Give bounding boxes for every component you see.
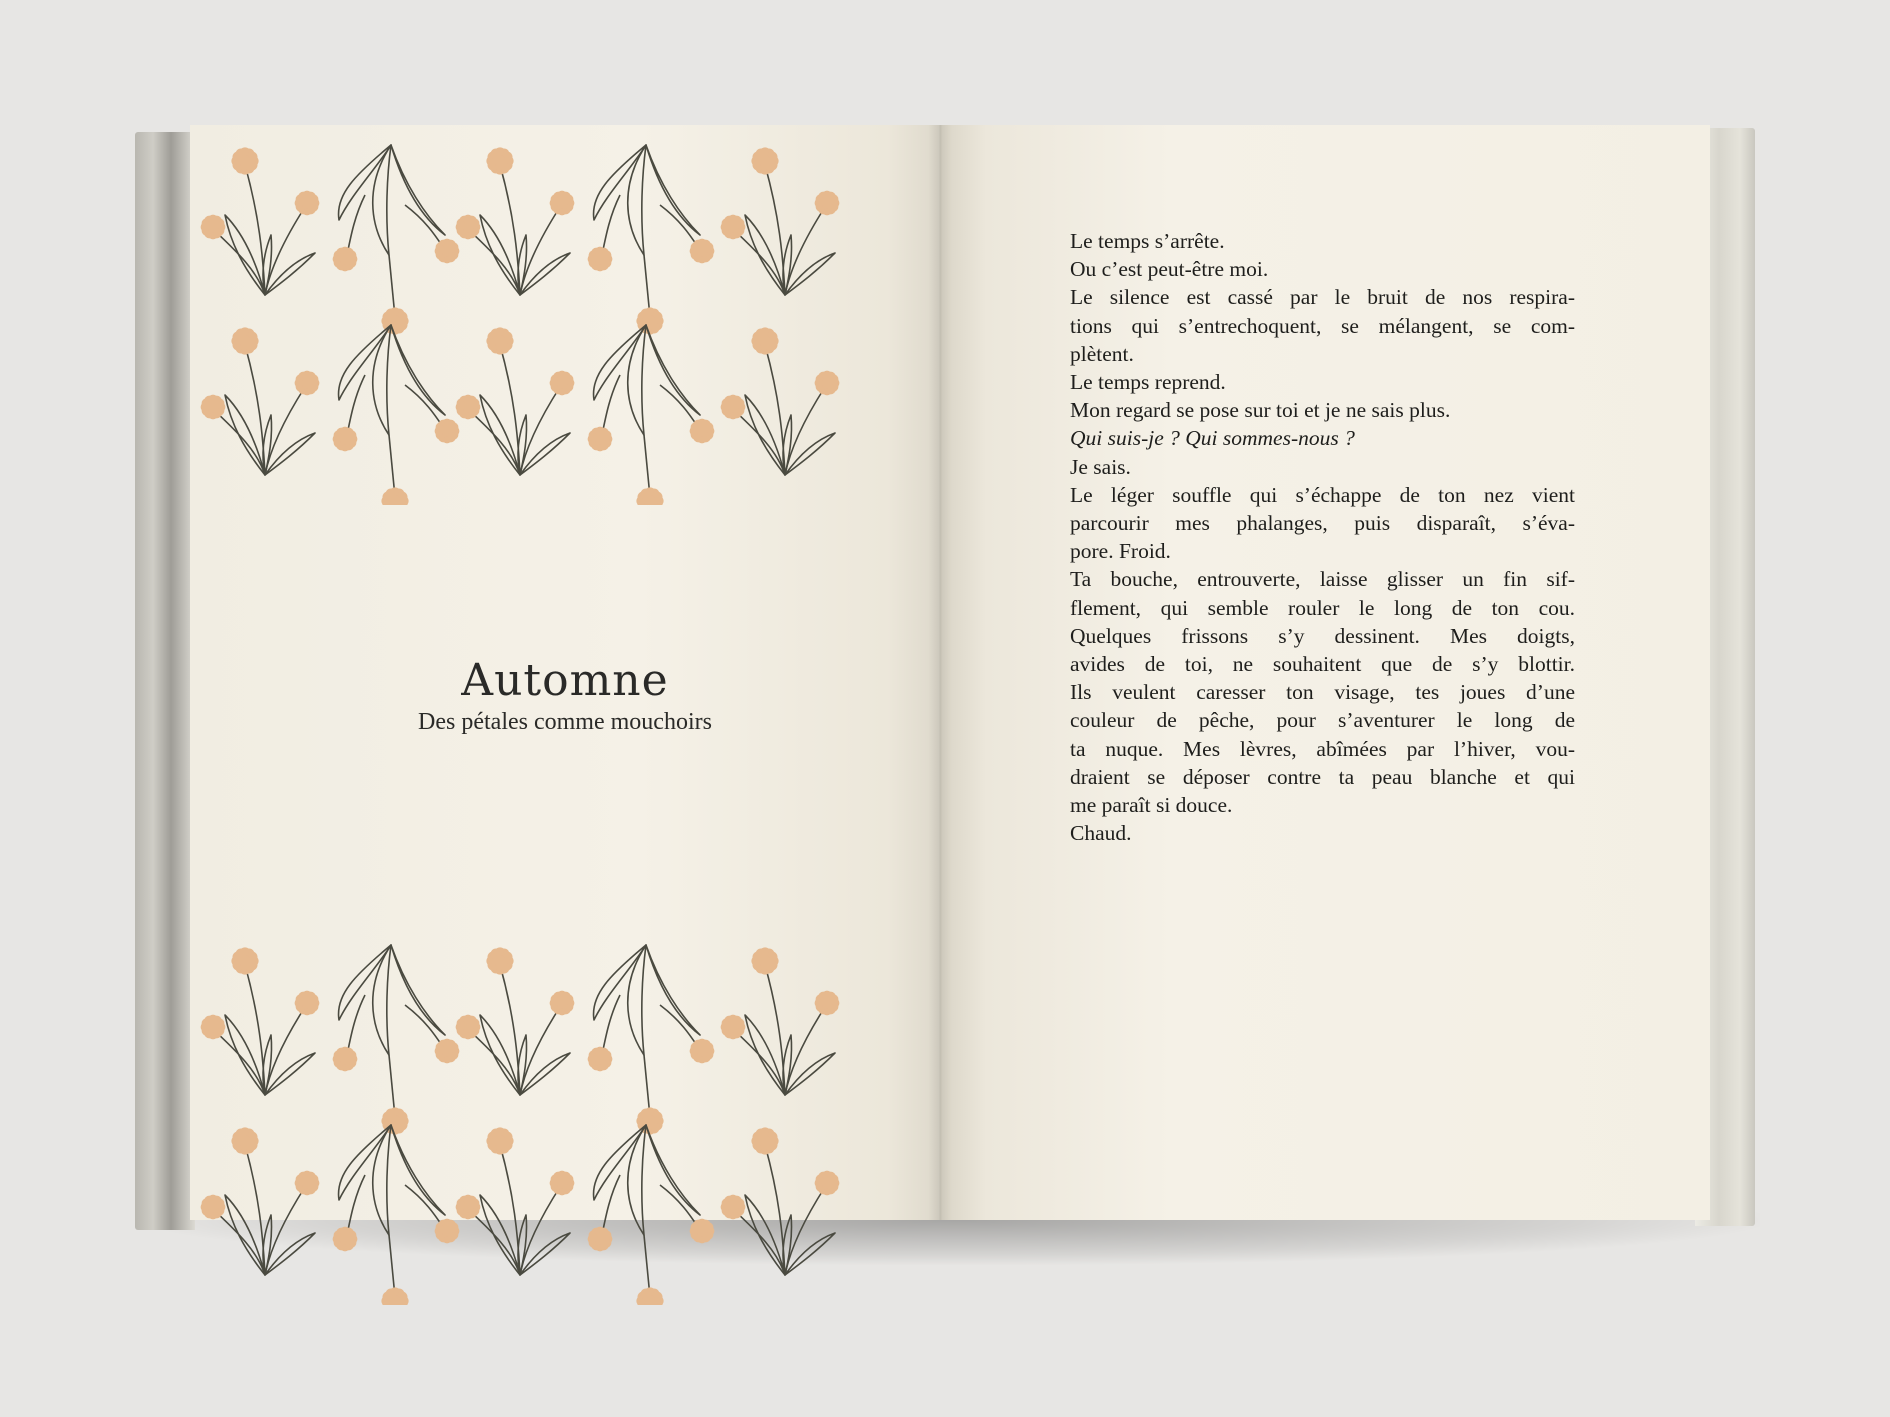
text-line: Mon regard se pose sur toi et je ne sais plus. (1070, 398, 1451, 423)
flower-stem-icon (721, 1127, 840, 1275)
flower-stem-icon (456, 327, 575, 475)
text-line: Le temps s’arrête. (1070, 229, 1225, 253)
text-line: Le temps reprend. (1070, 370, 1226, 395)
book-gutter (928, 125, 952, 1220)
flower-stem-icon (201, 1127, 320, 1275)
text-line: couleur de pêche, pour s’aventurer le long de (1070, 708, 1575, 733)
flower-stem-icon (721, 947, 840, 1095)
text-line: plètent. (1070, 341, 1134, 366)
flower-stem-icon (333, 325, 460, 505)
text-line: Le léger souffle qui s’échappe de ton nez vient (1070, 482, 1575, 507)
text-line: avides de toi, ne souhaitent que de s’y blottir. (1070, 652, 1575, 677)
flower-stem-icon (201, 947, 320, 1095)
chapter-title: Automne (461, 655, 669, 706)
flower-stem-icon (333, 1125, 460, 1305)
flower-stem-icon (588, 145, 715, 335)
text-line: Quelques frissons s’y dessinent. Mes doigts, (1070, 623, 1575, 648)
text-line: Ils veulent caresser ton visage, tes joues d’une (1070, 680, 1575, 705)
text-line: draient se déposer contre ta peau blanche et qui (1070, 764, 1575, 789)
text-line: Je sais. (1070, 454, 1131, 479)
left-page (190, 125, 940, 1220)
flower-stem-icon (201, 327, 320, 475)
flower-stem-icon (588, 945, 715, 1135)
page-edges-left (135, 132, 195, 1230)
flower-stem-icon (456, 147, 575, 295)
text-line: Ou c’est peut-être moi. (1070, 257, 1269, 282)
flower-stem-icon (588, 325, 715, 505)
flower-stem-icon (333, 945, 460, 1135)
chapter-heading (190, 655, 940, 737)
flower-stem-icon (721, 327, 840, 475)
text-line: pore. Froid. (1070, 539, 1171, 564)
text-line: Le silence est cassé par le bruit de nos respira- (1070, 285, 1575, 310)
floral-pattern-bottom (190, 925, 940, 1305)
text-line: tions qui s’entrechoquent, se mélangent, se com- (1070, 313, 1575, 338)
flower-stem-icon (588, 1125, 715, 1305)
text-line: Chaud. (1070, 821, 1132, 846)
flower-stem-icon (333, 145, 460, 335)
text-line: flement, qui semble rouler le long de ton cou. (1070, 595, 1575, 620)
flower-stem-icon (456, 947, 575, 1095)
text-line: ta nuque. Mes lèvres, abîmées par l’hiver, vou- (1070, 736, 1575, 761)
chapter-subtitle: Des pétales comme mouchoirs (418, 709, 712, 735)
floral-pattern-top (190, 125, 940, 505)
body-text (1070, 227, 1575, 847)
right-page (940, 125, 1710, 1220)
text-line: parcourir mes phalanges, puis disparaît, s’éva- (1070, 511, 1575, 536)
text-line: Ta bouche, entrouverte, laisse glisser un fin sif- (1070, 567, 1575, 592)
flower-stem-icon (721, 147, 840, 295)
text-line-italic: Qui suis-je ? Qui sommes-nous ? (1070, 426, 1355, 451)
flower-stem-icon (456, 1127, 575, 1275)
text-line: me paraît si douce. (1070, 793, 1233, 818)
flower-stem-icon (201, 147, 320, 295)
